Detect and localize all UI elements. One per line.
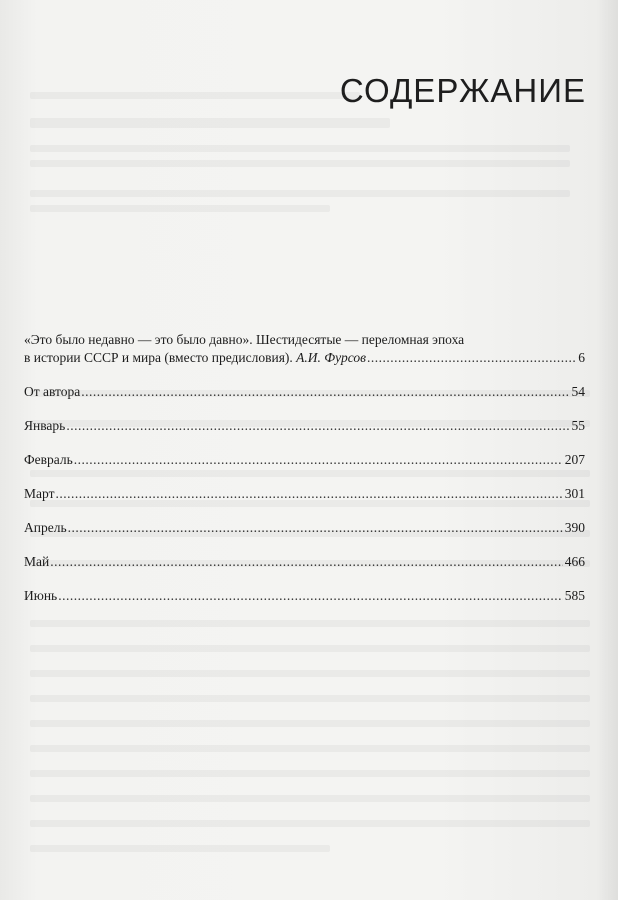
toc-entry-january[interactable] (24, 417, 585, 435)
toc-entry-may[interactable] (24, 553, 585, 571)
toc-preface-title-line2 (24, 349, 366, 367)
toc-entry-june[interactable] (24, 587, 585, 605)
toc-entry-february[interactable] (24, 451, 585, 469)
toc-leader-dots (68, 519, 563, 537)
toc-entry-label: Апрель (24, 520, 67, 535)
toc-leader-dots (81, 383, 569, 401)
toc-leader-dots (58, 587, 563, 605)
toc-entry-from-author[interactable] (24, 383, 585, 401)
toc-preface-title-line1: «Это было недавно — это было давно». Шестидесятые — переломная эпоха (24, 332, 465, 347)
toc-page-number: 6 (578, 350, 585, 365)
toc-entry-label: Февраль (24, 452, 73, 467)
table-of-contents (24, 331, 585, 605)
toc-preface-author: А.И. Фурсов (296, 350, 366, 365)
contents-heading: СОДЕРЖАНИЕ (339, 72, 586, 109)
toc-page-number: 390 (564, 520, 585, 535)
page-edge-shadow (596, 0, 618, 900)
toc-page-number: 54 (571, 384, 585, 399)
toc-leader-dots (66, 417, 569, 435)
toc-entry-april[interactable] (24, 519, 585, 537)
toc-page-number: 55 (571, 418, 585, 433)
toc-entry-label: Июнь (24, 588, 58, 603)
toc-leader-dots (55, 485, 562, 503)
toc-entry-label: Март (24, 486, 55, 501)
toc-entry-label: Январь (24, 418, 66, 433)
toc-entry-label: Май (24, 554, 50, 569)
toc-leader-dots (74, 451, 563, 469)
toc-page-number: 585 (564, 588, 585, 603)
toc-page-number: 301 (564, 486, 585, 501)
toc-entry-label: От автора (24, 384, 81, 399)
toc-entry-march[interactable] (24, 485, 585, 503)
toc-preface-title-line2-text: в истории СССР и мира (вместо предисловия). (24, 350, 293, 365)
toc-leader-dots (50, 553, 563, 571)
toc-page-number: 207 (564, 452, 585, 467)
toc-page-number: 466 (564, 554, 585, 569)
toc-entry-preface[interactable] (24, 331, 585, 367)
toc-leader-dots (367, 349, 576, 367)
